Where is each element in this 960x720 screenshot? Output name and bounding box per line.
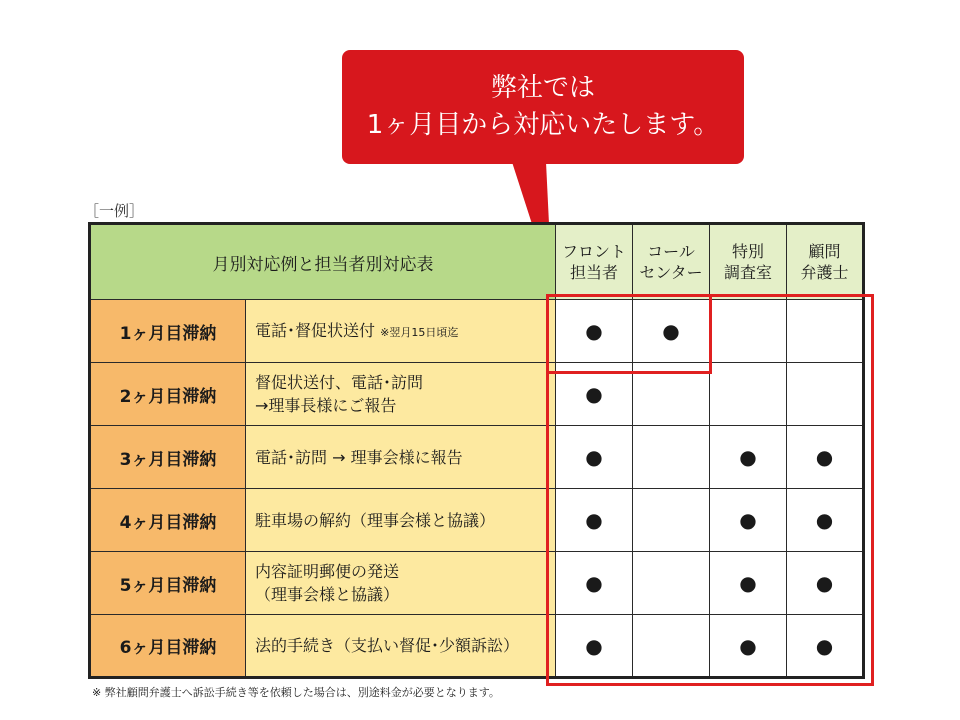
month-label: 5ヶ月目滞納 [90,552,246,615]
table-title: 月別対応例と担当者別対応表 [90,224,556,300]
mark-dot: ● [585,445,603,469]
month-label: 6ヶ月目滞納 [90,615,246,678]
callout-line-1: 弊社では [490,73,595,103]
action-text [246,300,556,363]
mark-dot: ● [815,571,834,595]
action-line-1: 電話･督促状送付 [255,320,376,340]
mark-dot: ● [585,508,603,532]
action-text [246,363,556,426]
action-text [246,426,556,489]
mark-dot: ● [585,633,603,658]
mark-dot: ● [739,445,757,469]
callout-box [342,50,744,164]
table-header-row [90,224,864,300]
action-line-1: 電話･訪問 → 理事会様に報告 [255,447,463,467]
action-line-2: （理事会様と協議） [255,585,400,604]
highlight-columns-frame [546,294,874,686]
col-header-investigation: 特別 調査室 [710,224,787,300]
mark-dot: ● [662,319,680,343]
mark-dot: ● [739,571,757,595]
mark-dot: ● [815,508,834,532]
callout-line-2: 1ヶ月目から対応いたします。 [366,110,720,140]
action-line-1: 内容証明郵便の発送 [255,562,400,581]
action-note: ※翌月15日頃迄 [380,325,459,339]
action-line-1: 駐車場の解約（理事会様と協議） [255,510,496,530]
action-text [246,489,556,552]
month-label: 3ヶ月目滞納 [90,426,246,489]
month-label: 1ヶ月目滞納 [90,300,246,363]
month-label: 2ヶ月目滞納 [90,363,246,426]
mark-dot: ● [585,319,603,343]
footnote: ※ 弊社顧問弁護士へ訴訟手続き等を依頼した場合は、別途料金が必要となります。 [92,686,500,699]
action-line-1: 法的手続き（支払い督促･少額訴訟） [255,636,520,655]
action-text [246,552,556,615]
mark-dot: ● [739,633,757,658]
mark-dot: ● [815,633,834,658]
mark-dot: ● [585,571,603,595]
example-label: ［一例］ [84,202,145,220]
mark-dot: ● [815,445,834,469]
mark-dot: ● [585,382,603,406]
action-line-1: 督促状送付、電話･訪問 [255,373,424,392]
month-label: 4ヶ月目滞納 [90,489,246,552]
mark-dot: ● [739,508,757,532]
col-header-call-center: コール センター [633,224,710,300]
col-header-front: フロント 担当者 [556,224,633,300]
col-header-lawyer: 顧問 弁護士 [787,224,864,300]
action-text [246,615,556,678]
action-line-2: →理事長様にご報告 [255,396,397,415]
